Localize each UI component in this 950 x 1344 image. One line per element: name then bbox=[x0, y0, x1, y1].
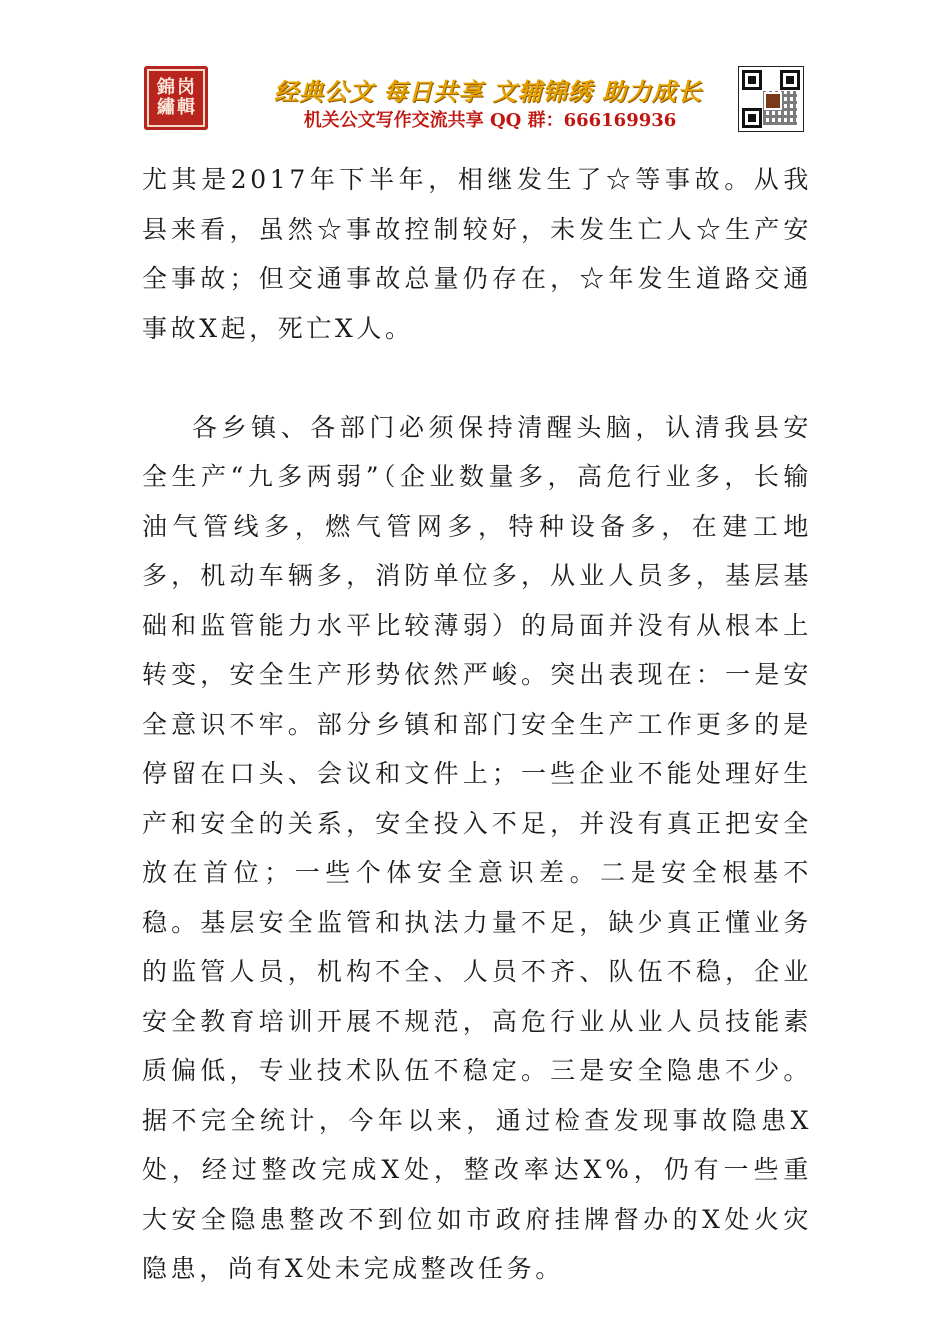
qr-finder bbox=[780, 70, 800, 90]
seal-char: 繡 bbox=[157, 97, 175, 118]
qr-finder bbox=[742, 70, 762, 90]
seal-char: 岗 bbox=[177, 77, 195, 98]
qr-finder bbox=[742, 108, 762, 128]
qr-code-icon bbox=[738, 66, 804, 132]
seal-char: 錦 bbox=[157, 77, 175, 98]
seal-logo bbox=[144, 66, 208, 130]
header-qq-group: 机关公文写作交流共享 QQ 群：666169936 bbox=[303, 110, 677, 131]
page-header bbox=[140, 66, 810, 136]
document-body bbox=[142, 155, 812, 1294]
seal-char: 輯 bbox=[177, 97, 195, 118]
qr-avatar bbox=[764, 92, 782, 110]
paragraph: 各乡镇、各部门必须保持清醒头脑，认清我县安全生产“九多两弱”（企业数量多，高危行业多，长输油气管线多，燃气管网多，特种设备多，在建工地多，机动车辆多，消防单位多，从业人员多，基层基础和监管能力水平比较薄弱）的局面并没有从根本上转变，安全生产形势依然严峻。突出表现在：一是安全意识不牢。部分乡镇和部门安全生产工作更多的是停留在口头、会议和文件上；一些企业不能处理好生产和安全的关系，安全投入不足，并没有真正把安全放在首位；一些个体安全意识差。二是安全根基不稳。基层安全监管和执法力量不足，缺少真正懂业务的监管人员，机构不全、人员不齐、队伍不稳，企业安全教育培训开展不规范，高危行业从业人员技能素质偏低，专业技术队伍不稳定。三是安全隐患不少。据不完全统计，今年以来，通过检查发现事故隐患X处，经过整改完成X处，整改率达X%，仍有一些重大安全隐患整改不到位如市政府挂牌督办的X处火灾隐患，尚有X处未完成整改任务。 bbox=[142, 412, 812, 1283]
header-slogan: 经典公文 每日共享 文辅锦绣 助力成长 bbox=[273, 78, 703, 106]
paragraph: 尤其是2017年下半年，相继发生了☆等事故。从我县来看，虽然☆事故控制较好，未发生亡人☆生产安全事故；但交通事故总量仍存在，☆年发生道路交通事故X起，死亡X人。 bbox=[142, 165, 812, 343]
